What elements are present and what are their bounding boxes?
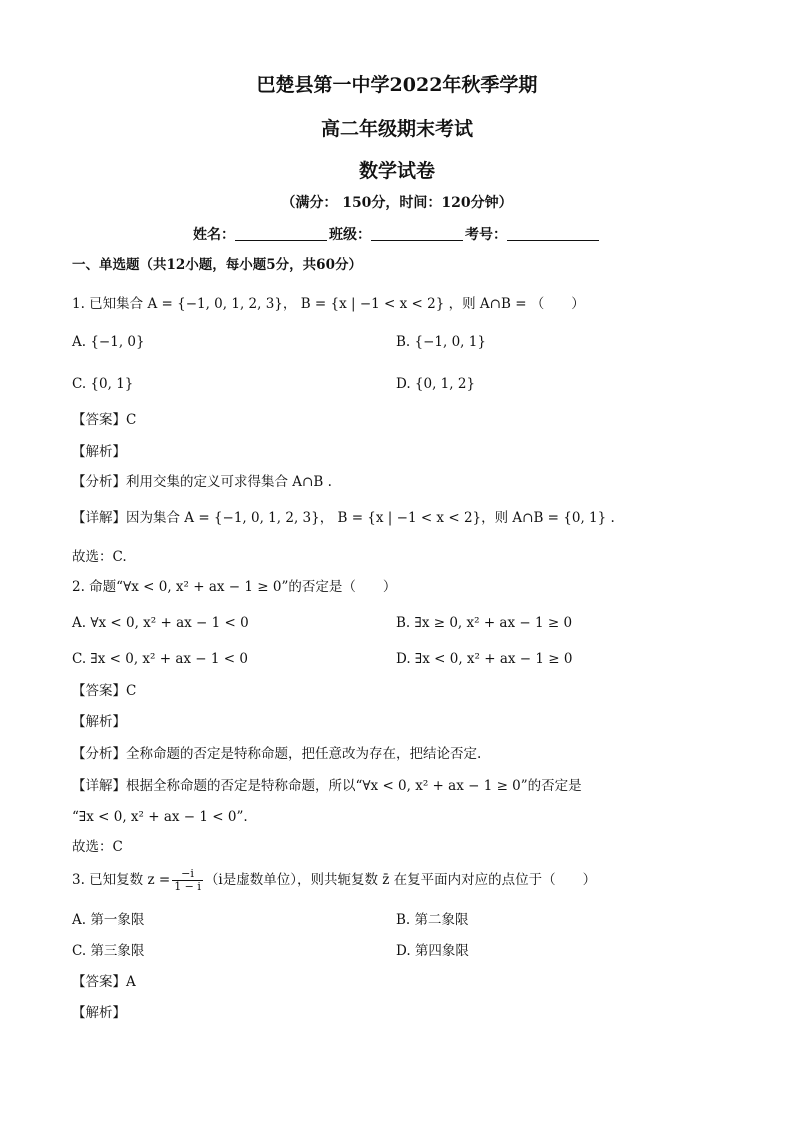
- q1-stem-suffix: ，则 A∩B = （ ）: [448, 296, 585, 312]
- q2-option-d: D. ∃x < 0, x² + ax − 1 ≥ 0: [396, 651, 573, 667]
- q2-analysis-title: 【解析】: [72, 714, 126, 730]
- q3-frac-num: −i: [172, 868, 203, 881]
- q2-xiangjie-1: 【详解】根据全称命题的否定是特称命题，所以“∀x < 0, x² + ax − 1 ≥ 0”的否定是: [72, 778, 582, 794]
- q1-set-a: A = {−1, 0, 1, 2, 3}: [147, 296, 283, 312]
- q1-answer: 【答案】C: [72, 412, 137, 428]
- number-blank[interactable]: [507, 227, 599, 241]
- q3-option-d: D. 第四象限: [396, 943, 469, 959]
- class-blank[interactable]: [371, 227, 463, 241]
- number-label: 考号：: [465, 227, 507, 243]
- q1-stem: [72, 295, 585, 313]
- school-title: 巴楚县第一中学2022年秋季学期: [256, 74, 538, 96]
- q1-option-b: B. {−1, 0, 1}: [396, 334, 486, 350]
- q2-fenxi: 【分析】全称命题的否定是特称命题，把任意改为存在，把结论否定.: [72, 746, 482, 762]
- q1-stem-prefix: 1. 已知集合: [72, 296, 144, 312]
- q1-xiangjie: 【详解】因为集合 A = {−1, 0, 1, 2, 3}， B = {x | −1 < x < 2}，则 A∩B = {0, 1} .: [72, 510, 615, 526]
- q3-option-c: C. 第三象限: [72, 943, 145, 959]
- q3-stem: [72, 868, 596, 893]
- student-info-line: [0, 224, 794, 244]
- q2-option-b: B. ∃x ≥ 0, x² + ax − 1 ≥ 0: [396, 615, 573, 631]
- q1-analysis-title: 【解析】: [72, 444, 126, 460]
- q1-option-d: D. {0, 1, 2}: [396, 376, 476, 392]
- q2-answer: 【答案】C: [72, 683, 137, 699]
- name-label: 姓名：: [193, 227, 235, 243]
- q3-fraction: [172, 868, 203, 893]
- q3-analysis-title: 【解析】: [72, 1005, 126, 1021]
- q3-frac-den: 1 − i: [174, 880, 201, 893]
- q1-option-a: A. {−1, 0}: [72, 334, 145, 350]
- q3-option-b: B. 第二象限: [396, 912, 469, 928]
- q1-conclusion: 故选：C.: [72, 549, 127, 565]
- q2-conclusion: 故选：C: [72, 839, 123, 855]
- q2-option-c: C. ∃x < 0, x² + ax − 1 < 0: [72, 651, 248, 667]
- q1-set-b: B = {x | −1 < x < 2}: [300, 296, 445, 312]
- q1-option-c: C. {0, 1}: [72, 376, 134, 392]
- class-label: 班级：: [329, 227, 371, 243]
- q3-stem-suffix: （i是虚数单位），则共轭复数 z̄ 在复平面内对应的点位于（ ）: [204, 872, 597, 888]
- q2-option-a: A. ∀x < 0, x² + ax − 1 < 0: [72, 615, 249, 631]
- section-heading: 一、单选题（共12小题，每小题5分，共60分）: [72, 257, 362, 273]
- q2-xiangjie-2: “∃x < 0, x² + ax − 1 < 0”.: [72, 809, 248, 825]
- q3-answer: 【答案】A: [72, 974, 136, 990]
- q3-stem-prefix: 3. 已知复数 z =: [72, 872, 171, 888]
- q1-fenxi: 【分析】利用交集的定义可求得集合 A∩B .: [72, 474, 332, 490]
- exam-title: 高二年级期末考试: [320, 118, 473, 140]
- q2-stem: 2. 命题“∀x < 0, x² + ax − 1 ≥ 0”的否定是（ ）: [72, 579, 397, 595]
- name-blank[interactable]: [235, 227, 327, 241]
- q1-sep: ，: [282, 296, 297, 312]
- score-time: （满分： 150分，时间：120分钟）: [281, 195, 513, 211]
- subject-title: 数学试卷: [358, 160, 435, 182]
- q3-option-a: A. 第一象限: [72, 912, 145, 928]
